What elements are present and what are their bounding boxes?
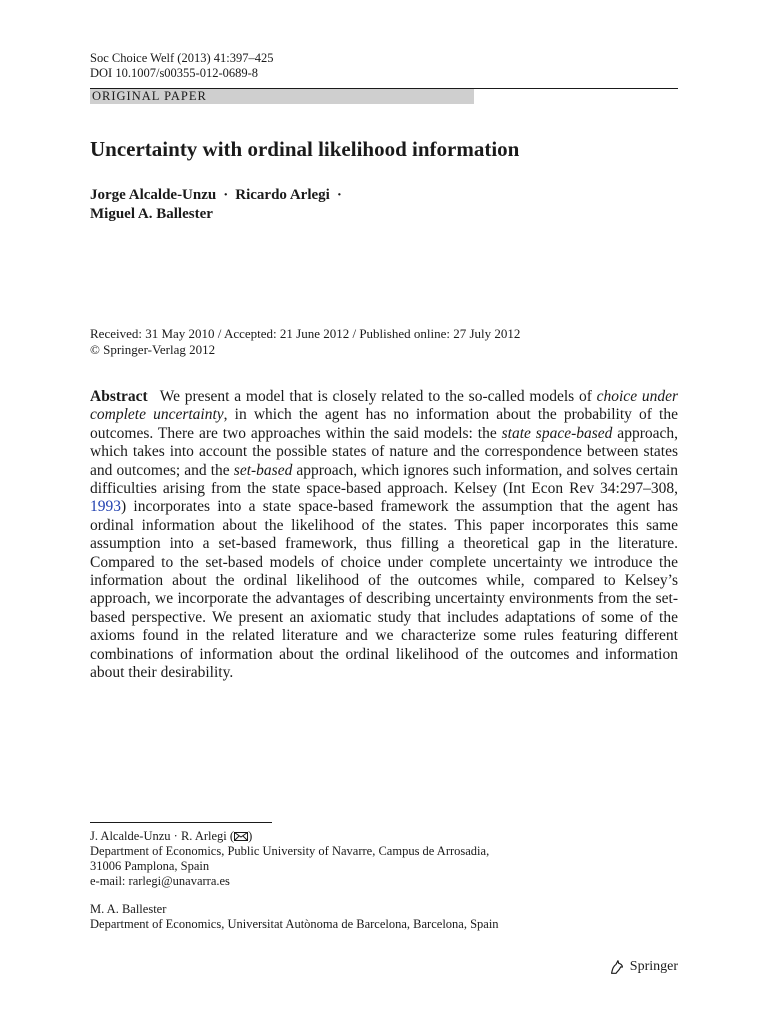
springer-horse-icon [608, 958, 626, 976]
affiliation-names: M. A. Ballester [90, 902, 167, 916]
abstract-text: approach, which ignores such information, and solves certain difficulties arising from the state space-based approach. Kelsey (Int Econ Rev 34:297–308, [90, 461, 679, 498]
envelope-icon [234, 832, 248, 841]
affiliation-city: 31006 Pamplona, Spain [90, 859, 210, 873]
abstract [90, 388, 678, 683]
abstract-text: We present a model that is closely related to the so-called models of [159, 388, 597, 405]
abstract-text: , in which the agent has no information about the probability of the outcomes. There are two approaches within the said models: the [90, 406, 678, 442]
author-separator: · [336, 187, 342, 203]
copyright-line: © Springer-Verlag 2012 [90, 342, 216, 357]
citation-link[interactable]: 1993 [90, 498, 121, 516]
affiliation-names: J. Alcalde-Unzu · R. Arlegi ( [90, 829, 235, 843]
author-name: Ricardo Arlegi [235, 187, 330, 203]
author-separator: · [223, 187, 229, 203]
publisher-name: Springer [629, 959, 678, 974]
affiliation-1 [90, 829, 678, 889]
paper-type-label: ORIGINAL PAPER [90, 89, 474, 104]
publisher-mark [608, 958, 678, 976]
publication-dates [90, 326, 520, 358]
affiliation-dept: Department of Economics, Universitat Autònoma de Barcelona, Barcelona, Spain [90, 917, 499, 931]
author-name: Jorge Alcalde-Unzu [90, 187, 217, 203]
authors-block [90, 186, 349, 224]
affiliation-dept: Department of Economics, Public University of Navarre, Campus de Arrosadia, [90, 844, 490, 858]
abstract-label: Abstract [90, 388, 148, 405]
affiliation-2 [90, 902, 678, 932]
affiliation-names-end: ) [248, 829, 253, 843]
author-name: Miguel A. Ballester [90, 206, 213, 222]
footnote-rule [90, 822, 272, 823]
journal-citation: Soc Choice Welf (2013) 41:397–425 [90, 51, 274, 65]
abstract-text: ) incorporates into a state space-based framework the assumption that the agent has ordinal information about the likelihood of the states. This paper incorporates this same assumption into a set-based framework, thus filling a theoretical gap in the literature. Compared to the set-based models of choice under complete uncertainty we introduce the information about the ordinal likelihood of the outcomes while, compared to Kelsey’s approach, we incorporate the advantages of describing uncertainty environments from the set-based perspective. We present an axiomatic study that includes adaptations of some of the axioms found in the related literature and we characterize some rules featuring different combinations of information about the ordinal likelihood of the outcomes and information about their desirability. [90, 498, 678, 682]
abstract-emphasis: state space-based [501, 424, 613, 442]
doi[interactable]: DOI 10.1007/s00355-012-0689-8 [90, 66, 259, 80]
abstract-text: approach, which takes into account the possible states of nature and the correspondence between states and outcomes; and the [90, 424, 678, 479]
affiliation-email[interactable]: e-mail: rarlegi@unavarra.es [90, 874, 230, 888]
paper-title: Uncertainty with ordinal likelihood information [90, 137, 520, 161]
dates-line: Received: 31 May 2010 / Accepted: 21 June 2012 / Published online: 27 July 2012 [90, 326, 521, 341]
abstract-emphasis: choice under complete uncertainty [90, 388, 679, 424]
abstract-emphasis: set-based [233, 461, 293, 479]
